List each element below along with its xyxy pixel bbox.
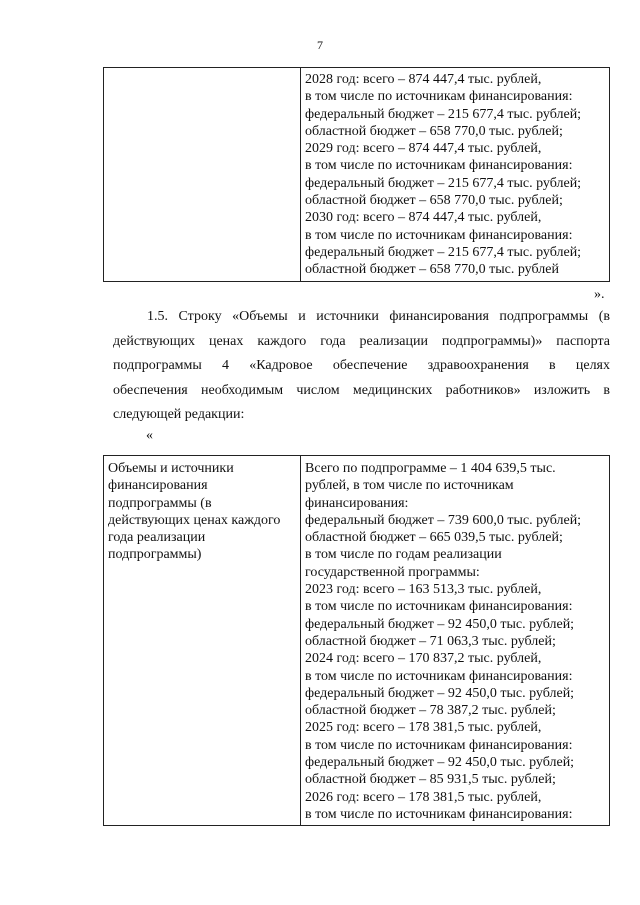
funding-line: 2023 год: всего – 163 513,3 тыс. рублей, <box>305 582 542 598</box>
amendment-paragraph <box>113 305 610 428</box>
heading-line: Объемы и источники <box>108 461 234 476</box>
funding-line: в том числе по источникам финансирования: <box>305 89 573 105</box>
funding-line: федеральный бюджет – 739 600,0 тыс. рублей; <box>305 512 582 528</box>
funding-line: областной бюджет – 85 931,5 тыс. рублей; <box>305 772 556 788</box>
page-number: 7 <box>317 38 323 52</box>
funding-line: федеральный бюджет – 215 677,4 тыс. рублей; <box>305 106 582 122</box>
heading-line: года реализации <box>108 530 206 546</box>
funding-line: Всего по подпрограмме – 1 404 639,5 тыс. <box>305 461 556 476</box>
table-cell-funding-values <box>301 456 610 826</box>
funding-table-continued <box>103 67 610 282</box>
funding-line: федеральный бюджет – 92 450,0 тыс. рублей; <box>305 616 575 632</box>
subprogram-funding-table <box>103 455 610 826</box>
funding-line: рублей, в том числе по источникам <box>305 478 514 494</box>
funding-line: 2030 год: всего – 874 447,4 тыс. рублей, <box>305 210 542 226</box>
funding-line: 2028 год: всего – 874 447,4 тыс. рублей, <box>305 72 542 87</box>
funding-lines <box>301 456 609 825</box>
funding-line: областной бюджет – 78 387,2 тыс. рублей; <box>305 703 556 719</box>
heading-line: подпрограммы (в <box>108 495 212 511</box>
funding-line: 2026 год: всего – 178 381,5 тыс. рублей, <box>305 789 542 805</box>
funding-line: областной бюджет – 658 770,0 тыс. рублей; <box>305 193 563 209</box>
table-cell-funding-values <box>301 68 610 282</box>
heading-line: подпрограммы) <box>108 547 202 563</box>
funding-line: в том числе по источникам финансирования: <box>305 599 573 615</box>
funding-line: областной бюджет – 71 063,3 тыс. рублей; <box>305 633 556 649</box>
funding-line: федеральный бюджет – 215 677,4 тыс. рублей; <box>305 244 582 260</box>
funding-line: в том числе по источникам финансирования: <box>305 806 573 822</box>
funding-line: в том числе по источникам финансирования: <box>305 158 573 174</box>
funding-line: в том числе по годам реализации <box>305 547 502 563</box>
funding-line: 2029 год: всего – 874 447,4 тыс. рублей, <box>305 141 542 157</box>
paragraph-line: действующих ценах каждого года реализации подпрограммы)» паспорта <box>113 333 610 349</box>
funding-line: областной бюджет – 665 039,5 тыс. рублей; <box>305 530 563 546</box>
table-row <box>104 456 610 826</box>
table-cell-heading <box>104 456 301 826</box>
funding-line: финансирования: <box>305 495 409 511</box>
funding-lines <box>301 68 609 281</box>
paragraph-line: подпрограммы 4 «Кадровое обеспечение здравоохранения в целях <box>113 358 610 373</box>
funding-line: областной бюджет – 658 770,0 тыс. рублей; <box>305 123 563 139</box>
table-cell-empty <box>104 68 301 282</box>
paragraph-line: 1.5. Строку «Объемы и источники финансирования подпрограммы (в <box>147 309 610 324</box>
funding-line: федеральный бюджет – 92 450,0 тыс. рублей; <box>305 755 575 771</box>
funding-line: 2024 год: всего – 170 837,2 тыс. рублей, <box>305 651 542 667</box>
funding-line: в том числе по источникам финансирования: <box>305 227 573 243</box>
row-heading-lines <box>104 456 300 566</box>
table-row <box>104 68 610 282</box>
heading-line: финансирования <box>108 478 208 494</box>
funding-line: федеральный бюджет – 92 450,0 тыс. рублей; <box>305 685 575 701</box>
paragraph-line: следующей редакции: <box>113 407 245 422</box>
paragraph-line: обеспечения необходимым числом медицинских работников» изложить в <box>113 382 610 398</box>
closing-quote: ». <box>594 287 605 302</box>
funding-line: в том числе по источникам финансирования: <box>305 668 573 684</box>
funding-line: областной бюджет – 658 770,0 тыс. рублей <box>305 262 559 278</box>
heading-line: действующих ценах каждого <box>108 512 281 528</box>
funding-line: в том числе по источникам финансирования: <box>305 737 573 753</box>
funding-line: государственной программы: <box>305 564 480 580</box>
opening-quote: « <box>146 428 153 443</box>
funding-line: 2025 год: всего – 178 381,5 тыс. рублей, <box>305 720 542 736</box>
funding-line: федеральный бюджет – 215 677,4 тыс. рублей; <box>305 175 582 191</box>
